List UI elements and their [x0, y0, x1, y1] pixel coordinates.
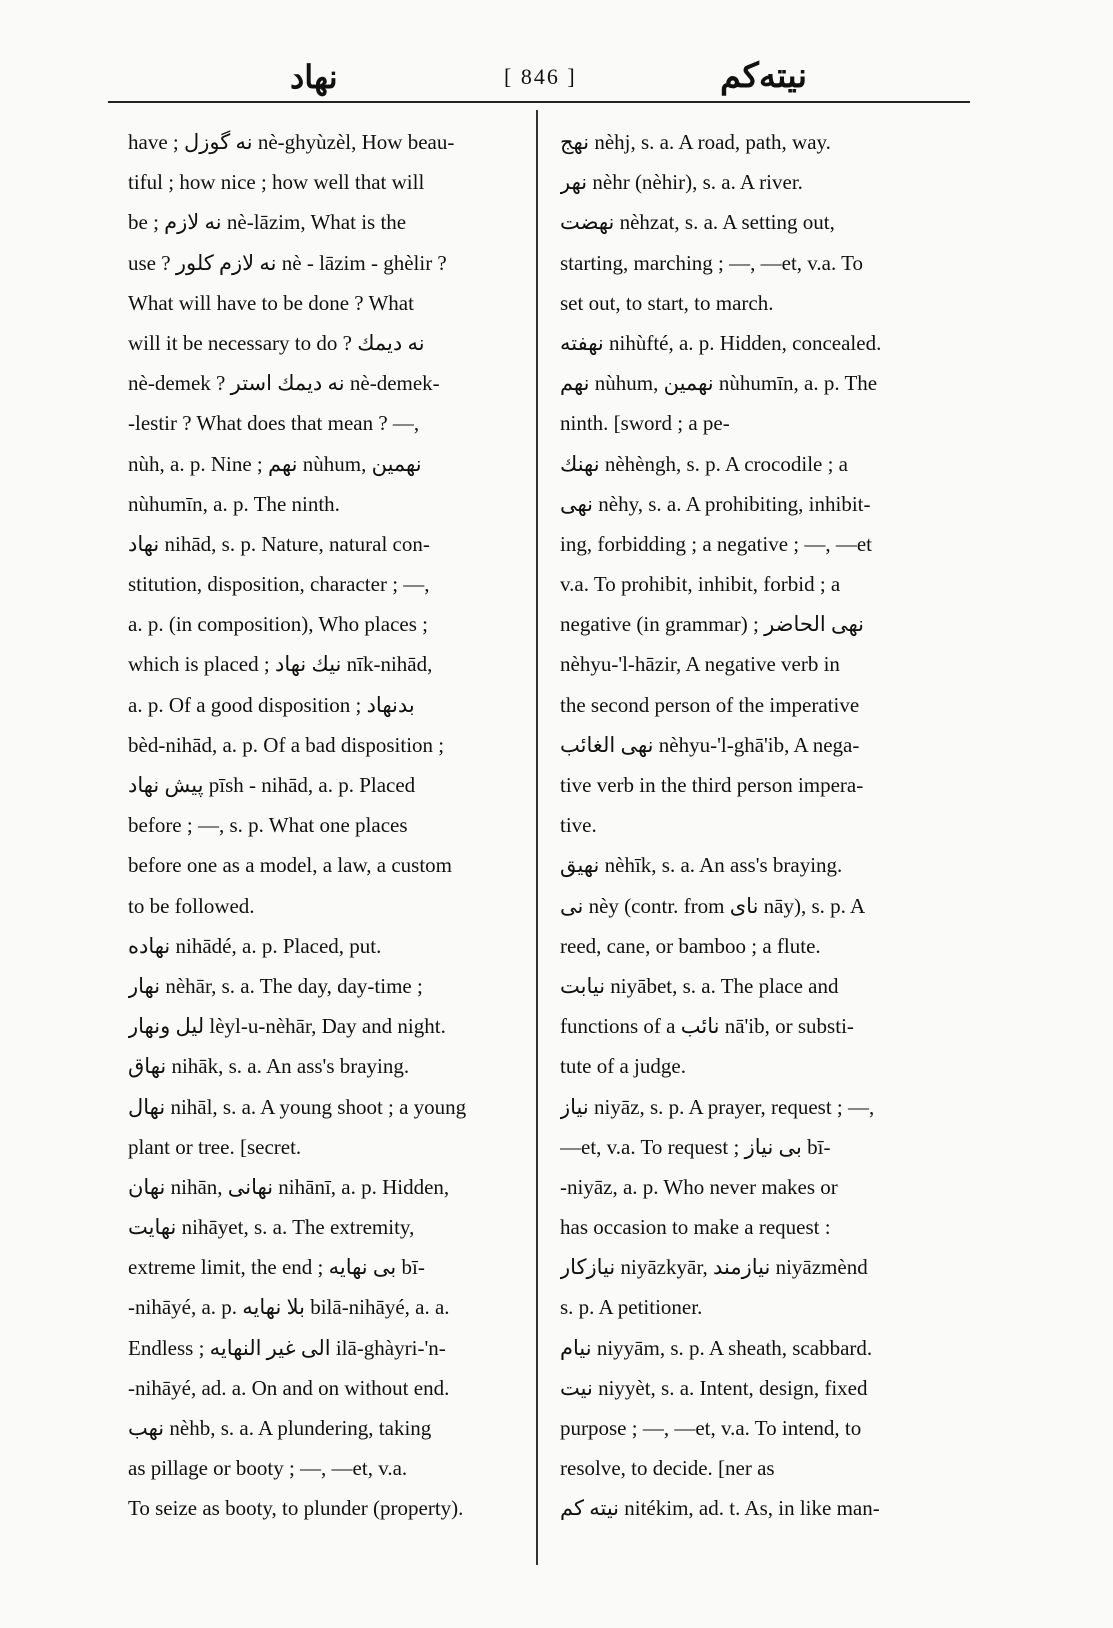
text-line: stitution, disposition, character ; —,: [128, 572, 430, 597]
text-line: نیابت niyābet, s. a. The place and: [560, 973, 839, 998]
text-line: نهی الغائب nèhyu-'l-ghā'ib, A nega-: [560, 732, 860, 757]
text-line: tive verb in the third person impera-: [560, 773, 864, 797]
header-rule: [108, 101, 970, 103]
text-line: plant or tree. [secret.: [128, 1134, 302, 1159]
text-line: نهاده nihādé, a. p. Placed, put.: [128, 933, 382, 958]
text-line: bèd-nihād, a. p. Of a bad disposition ;: [128, 732, 445, 757]
text-line: before one as a model, a law, a custom: [128, 853, 453, 878]
text-line: s. p. A petitioner.: [560, 1295, 703, 1320]
text-line: نهر nèhr (nèhir), s. a. A river.: [560, 170, 803, 195]
header-left-word: نهاد: [290, 59, 338, 95]
text-line: nùhumīn, a. p. The ninth.: [128, 491, 340, 516]
text-line: نهیق nèhīk, s. a. An ass's braying.: [560, 853, 843, 878]
text-line: What will have to be done ? What: [128, 290, 414, 315]
text-line: نهنك nèhèngh, s. p. A crocodile ; a: [560, 451, 849, 476]
text-line: extreme limit, the end ; بی نهایه bī-: [128, 1255, 425, 1280]
text-line: نهب nèhb, s. a. A plundering, taking: [128, 1416, 432, 1440]
text-line: functions of a نائب nā'ib, or substi-: [560, 1014, 854, 1039]
text-line: be ; نه لازم nè-lāzim, What is the: [128, 210, 407, 235]
page-header: [100, 58, 964, 98]
text-line: نیام niyyām, s. p. A sheath, scabbard.: [560, 1335, 873, 1360]
text-line: ing, forbidding ; a negative ; —, —et: [560, 531, 873, 556]
text-line: -nihāyé, a. p. بلا نهایه bilā-nihāyé, a. a.: [128, 1295, 450, 1320]
text-line: tive.: [560, 813, 597, 838]
text-line: نهضت nèhzat, s. a. A setting out,: [560, 210, 835, 235]
text-line: نیته کم nitékim, ad. t. As, in like man-: [560, 1496, 880, 1521]
text-line: to be followed.: [128, 893, 255, 918]
text-line: نیازکار niyāzkyār, نیازمند niyāzmènd: [560, 1255, 868, 1280]
text-line: v.a. To prohibit, inhibit, forbid ; a: [560, 572, 841, 597]
text-line: نهج nèhj, s. a. A road, path, way.: [560, 130, 831, 154]
text-line: To seize as booty, to plunder (property).: [128, 1496, 464, 1521]
text-line: -niyāz, a. p. Who never makes or: [560, 1174, 838, 1199]
text-line: نهان nihān, نهانی nihānī, a. p. Hidden,: [128, 1174, 450, 1199]
text-line: set out, to start, to march.: [560, 290, 774, 315]
column-divider: [536, 110, 538, 1565]
text-line: نی nèy (contr. from نای nāy), s. p. A: [560, 893, 866, 918]
page-number: [ 846 ]: [504, 64, 577, 89]
text-line: -lestir ? What does that mean ? —,: [128, 411, 420, 436]
text-line: ninth. [sword ; a pe-: [560, 411, 730, 436]
text-line: a. p. Of a good disposition ; بدنهاد: [128, 692, 415, 717]
text-line: nèhyu-'l-hāzir, A negative verb in: [560, 652, 840, 677]
text-line: before ; —, s. p. What one places: [128, 813, 408, 838]
text-line: نهاد nihād, s. p. Nature, natural con-: [128, 531, 430, 556]
text-line: -nihāyé, ad. a. On and on without end.: [128, 1375, 450, 1400]
text-line: نیت niyyèt, s. a. Intent, design, fixed: [560, 1375, 868, 1400]
text-line: tiful ; how nice ; how well that will: [128, 170, 425, 195]
text-line: nè-demek ? نه دیمك استر nè-demek-: [128, 371, 440, 396]
text-line: نهاق nihāk, s. a. An ass's braying.: [128, 1054, 410, 1079]
text-line: starting, marching ; —, —et, v.a. To: [560, 250, 863, 275]
text-line: use ? نه لازم كلور nè - lāzim - ghèlir ?: [128, 250, 447, 275]
text-line: نهفته nihùfté, a. p. Hidden, concealed.: [560, 330, 882, 355]
text-line: which is placed ; نیك نهاد nīk-nihād,: [128, 652, 433, 677]
text-line: نهال nihāl, s. a. A young shoot ; a young: [128, 1094, 467, 1119]
text-line: resolve, to decide. [ner as: [560, 1456, 775, 1481]
text-line: نیاز niyāz, s. p. A prayer, request ; —,: [560, 1094, 875, 1119]
text-line: as pillage or booty ; —, —et, v.a.: [128, 1456, 408, 1481]
text-line: have ; نه گوزل nè-ghyùzèl, How beau-: [128, 130, 455, 154]
header-right-word: نيته‌كم: [720, 58, 808, 95]
text-line: نهم nùhum, نهمين nùhumīn, a. p. The: [560, 371, 878, 396]
left-column: [128, 122, 524, 1529]
text-line: reed, cane, or bamboo ; a flute.: [560, 933, 821, 958]
text-line: will it be necessary to do ? نه دیمك: [128, 330, 425, 355]
text-line: negative (in grammar) ; نهی الحاضر: [560, 612, 864, 637]
text-line: a. p. (in composition), Who places ;: [128, 612, 428, 637]
text-line: نهایت nihāyet, s. a. The extremity,: [128, 1215, 415, 1240]
text-line: the second person of the imperative: [560, 692, 860, 717]
text-line: tute of a judge.: [560, 1054, 686, 1079]
text-line: نهی nèhy, s. a. A prohibiting, inhibit-: [560, 491, 871, 516]
text-line: has occasion to make a request :: [560, 1215, 831, 1240]
text-line: purpose ; —, —et, v.a. To intend, to: [560, 1416, 862, 1440]
text-line: لیل ونهار lèyl-u-nèhār, Day and night.: [128, 1014, 446, 1039]
right-column: [560, 122, 956, 1529]
text-line: nùh, a. p. Nine ; نهم nùhum, نهمين: [128, 451, 422, 476]
text-line: پیش نهاد pīsh - nihād, a. p. Placed: [128, 773, 416, 797]
text-line: —et, v.a. To request ; بی نیاز bī-: [560, 1134, 831, 1159]
text-line: Endless ; الی غیر النهایه ilā-ghàyri-'n-: [128, 1335, 446, 1360]
text-line: نهار nèhār, s. a. The day, day-time ;: [128, 973, 423, 998]
